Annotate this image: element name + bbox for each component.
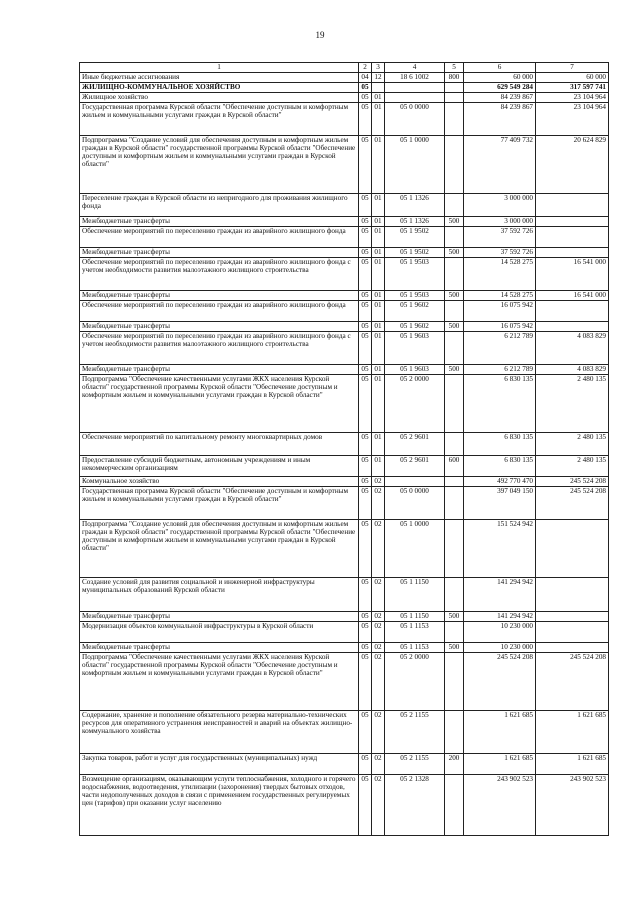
row-name: Обеспечение мероприятий по переселению граждан из аварийного жилищного фонда с учетом необходимости развития малоэтажного жилищного строительства bbox=[80, 332, 359, 365]
amount-year-2: 2 480 135 bbox=[536, 375, 609, 433]
amount-year-1: 10 230 000 bbox=[464, 643, 536, 653]
table-row bbox=[80, 258, 609, 291]
subsection-code: 01 bbox=[372, 291, 385, 301]
target-article-code: 18 6 1002 bbox=[385, 73, 445, 83]
target-article-code: 05 1 1326 bbox=[385, 194, 445, 217]
row-name: Подпрограмма "Создание условий для обеспечения доступным и комфортным жильем граждан в Курской области" государственной программы Курской области "Обеспечение доступным и комфортным жильем и коммунальными услугами граждан в Курской области" bbox=[80, 136, 359, 194]
amount-year-2: 243 902 523 bbox=[536, 775, 609, 836]
subsection-code: 02 bbox=[372, 653, 385, 711]
table-row bbox=[80, 365, 609, 375]
amount-year-2: 2 480 135 bbox=[536, 456, 609, 477]
section-code: 05 bbox=[359, 227, 372, 248]
section-code: 05 bbox=[359, 477, 372, 487]
target-article-code: 05 1 9602 bbox=[385, 322, 445, 332]
section-code: 05 bbox=[359, 258, 372, 291]
expense-type-code bbox=[445, 194, 464, 217]
subsection-code: 02 bbox=[372, 487, 385, 520]
column-header: 4 bbox=[385, 63, 445, 73]
section-code: 05 bbox=[359, 103, 372, 136]
section-code: 05 bbox=[359, 643, 372, 653]
table-row bbox=[80, 136, 609, 194]
amount-year-1: 141 294 942 bbox=[464, 578, 536, 612]
amount-year-1: 6 830 135 bbox=[464, 456, 536, 477]
amount-year-1: 16 075 942 bbox=[464, 301, 536, 322]
expense-type-code: 500 bbox=[445, 612, 464, 622]
amount-year-1: 6 212 789 bbox=[464, 365, 536, 375]
amount-year-2: 16 541 000 bbox=[536, 258, 609, 291]
target-article-code: 05 0 0000 bbox=[385, 487, 445, 520]
expense-type-code bbox=[445, 136, 464, 194]
row-name: Обеспечение мероприятий по переселению граждан из аварийного жилищного фонда bbox=[80, 227, 359, 248]
amount-year-1: 6 830 135 bbox=[464, 433, 536, 456]
table-row bbox=[80, 322, 609, 332]
target-article-code: 05 1 9603 bbox=[385, 365, 445, 375]
subsection-code: 02 bbox=[372, 578, 385, 612]
expense-type-code bbox=[445, 83, 464, 93]
row-name: Возмещение организациям, оказывающим услуги теплоснабжения, холодного и горячего водоснабжения, водоотведения, утилизации (захоронения) твердых бытовых отходов, части недополученных доходов в связи с применением государственных регулируемых цен (тарифов) при оказании услуг населению bbox=[80, 775, 359, 836]
subsection-code: 01 bbox=[372, 93, 385, 103]
column-number-row bbox=[80, 63, 609, 73]
expense-type-code bbox=[445, 258, 464, 291]
target-article-code: 05 1 9503 bbox=[385, 258, 445, 291]
column-header: 6 bbox=[464, 63, 536, 73]
amount-year-2 bbox=[536, 227, 609, 248]
amount-year-1: 6 212 789 bbox=[464, 332, 536, 365]
amount-year-2 bbox=[536, 578, 609, 612]
table-row bbox=[80, 301, 609, 322]
expense-type-code bbox=[445, 487, 464, 520]
amount-year-1: 243 902 523 bbox=[464, 775, 536, 836]
amount-year-1: 245 524 208 bbox=[464, 653, 536, 711]
section-code: 05 bbox=[359, 365, 372, 375]
table-row bbox=[80, 433, 609, 456]
section-code: 05 bbox=[359, 83, 372, 93]
target-article-code: 05 1 9503 bbox=[385, 291, 445, 301]
subsection-code: 02 bbox=[372, 477, 385, 487]
subsection-code: 01 bbox=[372, 375, 385, 433]
row-name: Обеспечение мероприятий по переселению граждан из аварийного жилищного фонда с учетом необходимости развития малоэтажного жилищного строительства bbox=[80, 258, 359, 291]
expense-type-code bbox=[445, 520, 464, 578]
table-row bbox=[80, 775, 609, 836]
amount-year-2 bbox=[536, 194, 609, 217]
row-name: Подпрограмма "Обеспечение качественными услугами ЖКХ населения Курской области" государственной программы Курской области "Обеспечение доступным и комфортным жильем и коммунальными услугами граждан в Курской области" bbox=[80, 653, 359, 711]
row-name: Межбюджетные трансферты bbox=[80, 291, 359, 301]
row-name: Коммунальное хозяйство bbox=[80, 477, 359, 487]
subsection-code: 02 bbox=[372, 643, 385, 653]
expense-type-code: 800 bbox=[445, 73, 464, 83]
table-row bbox=[80, 643, 609, 653]
budget-table bbox=[79, 62, 609, 836]
subsection-code: 01 bbox=[372, 322, 385, 332]
amount-year-2: 1 621 685 bbox=[536, 754, 609, 775]
expense-type-code: 500 bbox=[445, 217, 464, 227]
target-article-code: 05 1 1153 bbox=[385, 622, 445, 643]
subsection-code: 01 bbox=[372, 136, 385, 194]
table-row bbox=[80, 477, 609, 487]
row-name: Межбюджетные трансферты bbox=[80, 643, 359, 653]
row-name: Межбюджетные трансферты bbox=[80, 248, 359, 258]
target-article-code: 05 2 1155 bbox=[385, 754, 445, 775]
target-article-code: 05 1 1326 bbox=[385, 217, 445, 227]
target-article-code: 05 1 1150 bbox=[385, 578, 445, 612]
target-article-code: 05 1 9502 bbox=[385, 227, 445, 248]
table-row bbox=[80, 653, 609, 711]
subsection-code: 02 bbox=[372, 711, 385, 754]
expense-type-code: 200 bbox=[445, 754, 464, 775]
section-code: 05 bbox=[359, 578, 372, 612]
target-article-code: 05 2 1155 bbox=[385, 711, 445, 754]
row-name: Содержание, хранение и пополнение обязательного резерва материально-технических ресурсов для оперативного устранения неисправностей и аварий на объектах жилищно-коммунального хозяйства bbox=[80, 711, 359, 754]
amount-year-2: 1 621 685 bbox=[536, 711, 609, 754]
expense-type-code: 500 bbox=[445, 248, 464, 258]
column-header: 1 bbox=[80, 63, 359, 73]
expense-type-code bbox=[445, 103, 464, 136]
amount-year-1: 492 770 470 bbox=[464, 477, 536, 487]
table-row bbox=[80, 248, 609, 258]
subsection-code: 01 bbox=[372, 301, 385, 322]
amount-year-1: 3 000 000 bbox=[464, 194, 536, 217]
row-name: ЖИЛИЩНО-КОММУНАЛЬНОЕ ХОЗЯЙСТВО bbox=[80, 83, 359, 93]
expense-type-code: 500 bbox=[445, 643, 464, 653]
amount-year-1: 37 592 726 bbox=[464, 227, 536, 248]
page-number: 19 bbox=[315, 30, 325, 40]
subsection-code: 01 bbox=[372, 194, 385, 217]
subsection-code: 01 bbox=[372, 227, 385, 248]
amount-year-2 bbox=[536, 248, 609, 258]
row-name: Иные бюджетные ассигнования bbox=[80, 73, 359, 83]
amount-year-1: 141 294 942 bbox=[464, 612, 536, 622]
target-article-code: 05 1 9502 bbox=[385, 248, 445, 258]
section-code: 05 bbox=[359, 301, 372, 322]
subsection-code: 01 bbox=[372, 433, 385, 456]
expense-type-code: 500 bbox=[445, 365, 464, 375]
amount-year-2 bbox=[536, 217, 609, 227]
section-code: 05 bbox=[359, 612, 372, 622]
target-article-code: 05 1 9603 bbox=[385, 332, 445, 365]
table-row bbox=[80, 73, 609, 83]
row-name: Государственная программа Курской области "Обеспечение доступным и комфортным жильем и коммунальными услугами граждан в Курской области" bbox=[80, 103, 359, 136]
expense-type-code bbox=[445, 622, 464, 643]
amount-year-2 bbox=[536, 322, 609, 332]
table-row bbox=[80, 227, 609, 248]
row-name: Обеспечение мероприятий по капитальному ремонту многоквартирных домов bbox=[80, 433, 359, 456]
section-code: 05 bbox=[359, 711, 372, 754]
target-article-code: 05 2 0000 bbox=[385, 653, 445, 711]
subsection-code: 12 bbox=[372, 73, 385, 83]
amount-year-1: 397 049 150 bbox=[464, 487, 536, 520]
section-code: 05 bbox=[359, 487, 372, 520]
target-article-code: 05 1 1153 bbox=[385, 643, 445, 653]
target-article-code: 05 2 1328 bbox=[385, 775, 445, 836]
amount-year-1: 60 000 bbox=[464, 73, 536, 83]
section-code: 05 bbox=[359, 332, 372, 365]
amount-year-2: 4 083 829 bbox=[536, 365, 609, 375]
table-row bbox=[80, 217, 609, 227]
table-row bbox=[80, 375, 609, 433]
table-row bbox=[80, 578, 609, 612]
expense-type-code bbox=[445, 332, 464, 365]
section-code: 05 bbox=[359, 775, 372, 836]
target-article-code: 05 1 1150 bbox=[385, 612, 445, 622]
target-article-code bbox=[385, 93, 445, 103]
section-code: 05 bbox=[359, 754, 372, 775]
amount-year-1: 629 549 284 bbox=[464, 83, 536, 93]
table-row bbox=[80, 93, 609, 103]
row-name: Обеспечение мероприятий по переселению граждан из аварийного жилищного фонда bbox=[80, 301, 359, 322]
table-row bbox=[80, 291, 609, 301]
amount-year-2: 23 104 964 bbox=[536, 103, 609, 136]
subsection-code: 02 bbox=[372, 754, 385, 775]
section-code: 05 bbox=[359, 375, 372, 433]
amount-year-2: 16 541 000 bbox=[536, 291, 609, 301]
expense-type-code: 500 bbox=[445, 291, 464, 301]
amount-year-2: 2 480 135 bbox=[536, 433, 609, 456]
amount-year-2: 317 597 741 bbox=[536, 83, 609, 93]
subsection-code: 01 bbox=[372, 456, 385, 477]
target-article-code bbox=[385, 477, 445, 487]
amount-year-1: 37 592 726 bbox=[464, 248, 536, 258]
amount-year-2: 20 624 829 bbox=[536, 136, 609, 194]
expense-type-code bbox=[445, 227, 464, 248]
expense-type-code bbox=[445, 433, 464, 456]
row-name: Подпрограмма "Обеспечение качественными услугами ЖКХ населения Курской области" государственной программы Курской области "Обеспечение доступным и комфортным жильем и коммунальными услугами граждан в Курской области" bbox=[80, 375, 359, 433]
target-article-code: 05 1 9602 bbox=[385, 301, 445, 322]
target-article-code: 05 1 0000 bbox=[385, 520, 445, 578]
amount-year-1: 10 230 000 bbox=[464, 622, 536, 643]
amount-year-2 bbox=[536, 622, 609, 643]
amount-year-1: 3 000 000 bbox=[464, 217, 536, 227]
row-name: Межбюджетные трансферты bbox=[80, 612, 359, 622]
section-code: 05 bbox=[359, 322, 372, 332]
table-row bbox=[80, 612, 609, 622]
table-row bbox=[80, 754, 609, 775]
amount-year-2: 245 524 208 bbox=[536, 477, 609, 487]
amount-year-1: 16 075 942 bbox=[464, 322, 536, 332]
section-code: 05 bbox=[359, 433, 372, 456]
amount-year-2 bbox=[536, 643, 609, 653]
expense-type-code bbox=[445, 301, 464, 322]
section-code: 04 bbox=[359, 73, 372, 83]
amount-year-2: 4 083 829 bbox=[536, 332, 609, 365]
amount-year-2: 245 524 208 bbox=[536, 653, 609, 711]
subsection-code bbox=[372, 83, 385, 93]
section-code: 05 bbox=[359, 93, 372, 103]
row-name: Подпрограмма "Создание условий для обеспечения доступным и комфортным жильем граждан в Курской области" государственной программы Курской области "Обеспечение доступным и комфортным жильем и коммунальными услугами граждан в Курской области" bbox=[80, 520, 359, 578]
row-name: Переселение граждан в Курской области из непригодного для проживания жилищного фонда bbox=[80, 194, 359, 217]
table-row bbox=[80, 520, 609, 578]
amount-year-2: 245 524 208 bbox=[536, 487, 609, 520]
amount-year-1: 14 528 275 bbox=[464, 291, 536, 301]
table-row bbox=[80, 487, 609, 520]
table-row bbox=[80, 456, 609, 477]
amount-year-1: 1 621 685 bbox=[464, 711, 536, 754]
expense-type-code: 600 bbox=[445, 456, 464, 477]
subsection-code: 01 bbox=[372, 103, 385, 136]
subsection-code: 02 bbox=[372, 612, 385, 622]
amount-year-1: 151 524 942 bbox=[464, 520, 536, 578]
target-article-code: 05 2 9601 bbox=[385, 433, 445, 456]
section-code: 05 bbox=[359, 291, 372, 301]
subsection-code: 01 bbox=[372, 248, 385, 258]
expense-type-code bbox=[445, 775, 464, 836]
subsection-code: 01 bbox=[372, 332, 385, 365]
row-name: Модернизация объектов коммунальной инфраструктуры в Курской области bbox=[80, 622, 359, 643]
row-name: Межбюджетные трансферты bbox=[80, 322, 359, 332]
section-code: 05 bbox=[359, 194, 372, 217]
table-row bbox=[80, 83, 609, 93]
expense-type-code bbox=[445, 578, 464, 612]
section-code: 05 bbox=[359, 622, 372, 643]
table-row bbox=[80, 103, 609, 136]
amount-year-2: 23 104 964 bbox=[536, 93, 609, 103]
subsection-code: 01 bbox=[372, 365, 385, 375]
section-code: 05 bbox=[359, 456, 372, 477]
section-code: 05 bbox=[359, 653, 372, 711]
table-row bbox=[80, 332, 609, 365]
row-name: Межбюджетные трансферты bbox=[80, 217, 359, 227]
amount-year-2: 60 000 bbox=[536, 73, 609, 83]
subsection-code: 02 bbox=[372, 775, 385, 836]
expense-type-code: 500 bbox=[445, 322, 464, 332]
target-article-code bbox=[385, 83, 445, 93]
column-header: 5 bbox=[445, 63, 464, 73]
row-name: Межбюджетные трансферты bbox=[80, 365, 359, 375]
amount-year-1: 77 409 732 bbox=[464, 136, 536, 194]
section-code: 05 bbox=[359, 520, 372, 578]
target-article-code: 05 2 0000 bbox=[385, 375, 445, 433]
target-article-code: 05 1 0000 bbox=[385, 136, 445, 194]
column-header: 7 bbox=[536, 63, 609, 73]
table-row bbox=[80, 622, 609, 643]
target-article-code: 05 2 9601 bbox=[385, 456, 445, 477]
expense-type-code bbox=[445, 477, 464, 487]
row-name: Жилищное хозяйство bbox=[80, 93, 359, 103]
amount-year-1: 6 830 135 bbox=[464, 375, 536, 433]
expense-type-code bbox=[445, 93, 464, 103]
expense-type-code bbox=[445, 375, 464, 433]
expense-type-code bbox=[445, 653, 464, 711]
subsection-code: 02 bbox=[372, 520, 385, 578]
amount-year-1: 84 239 867 bbox=[464, 93, 536, 103]
row-name: Государственная программа Курской области "Обеспечение доступным и комфортным жильем и коммунальными услугами граждан в Курской области" bbox=[80, 487, 359, 520]
amount-year-1: 1 621 685 bbox=[464, 754, 536, 775]
subsection-code: 01 bbox=[372, 258, 385, 291]
row-name: Предоставление субсидий бюджетным, автономным учреждениям и иным некоммерческим организациям bbox=[80, 456, 359, 477]
amount-year-1: 84 239 867 bbox=[464, 103, 536, 136]
table-row bbox=[80, 711, 609, 754]
subsection-code: 01 bbox=[372, 217, 385, 227]
amount-year-2 bbox=[536, 301, 609, 322]
column-header: 3 bbox=[372, 63, 385, 73]
section-code: 05 bbox=[359, 217, 372, 227]
row-name: Создание условий для развития социальной и инженерной инфраструктуры муниципальных образований Курской области bbox=[80, 578, 359, 612]
table-row bbox=[80, 194, 609, 217]
amount-year-2 bbox=[536, 612, 609, 622]
amount-year-1: 14 528 275 bbox=[464, 258, 536, 291]
column-header: 2 bbox=[359, 63, 372, 73]
section-code: 05 bbox=[359, 136, 372, 194]
target-article-code: 05 0 0000 bbox=[385, 103, 445, 136]
subsection-code: 02 bbox=[372, 622, 385, 643]
expense-type-code bbox=[445, 711, 464, 754]
row-name: Закупка товаров, работ и услуг для государственных (муниципальных) нужд bbox=[80, 754, 359, 775]
amount-year-2 bbox=[536, 520, 609, 578]
section-code: 05 bbox=[359, 248, 372, 258]
